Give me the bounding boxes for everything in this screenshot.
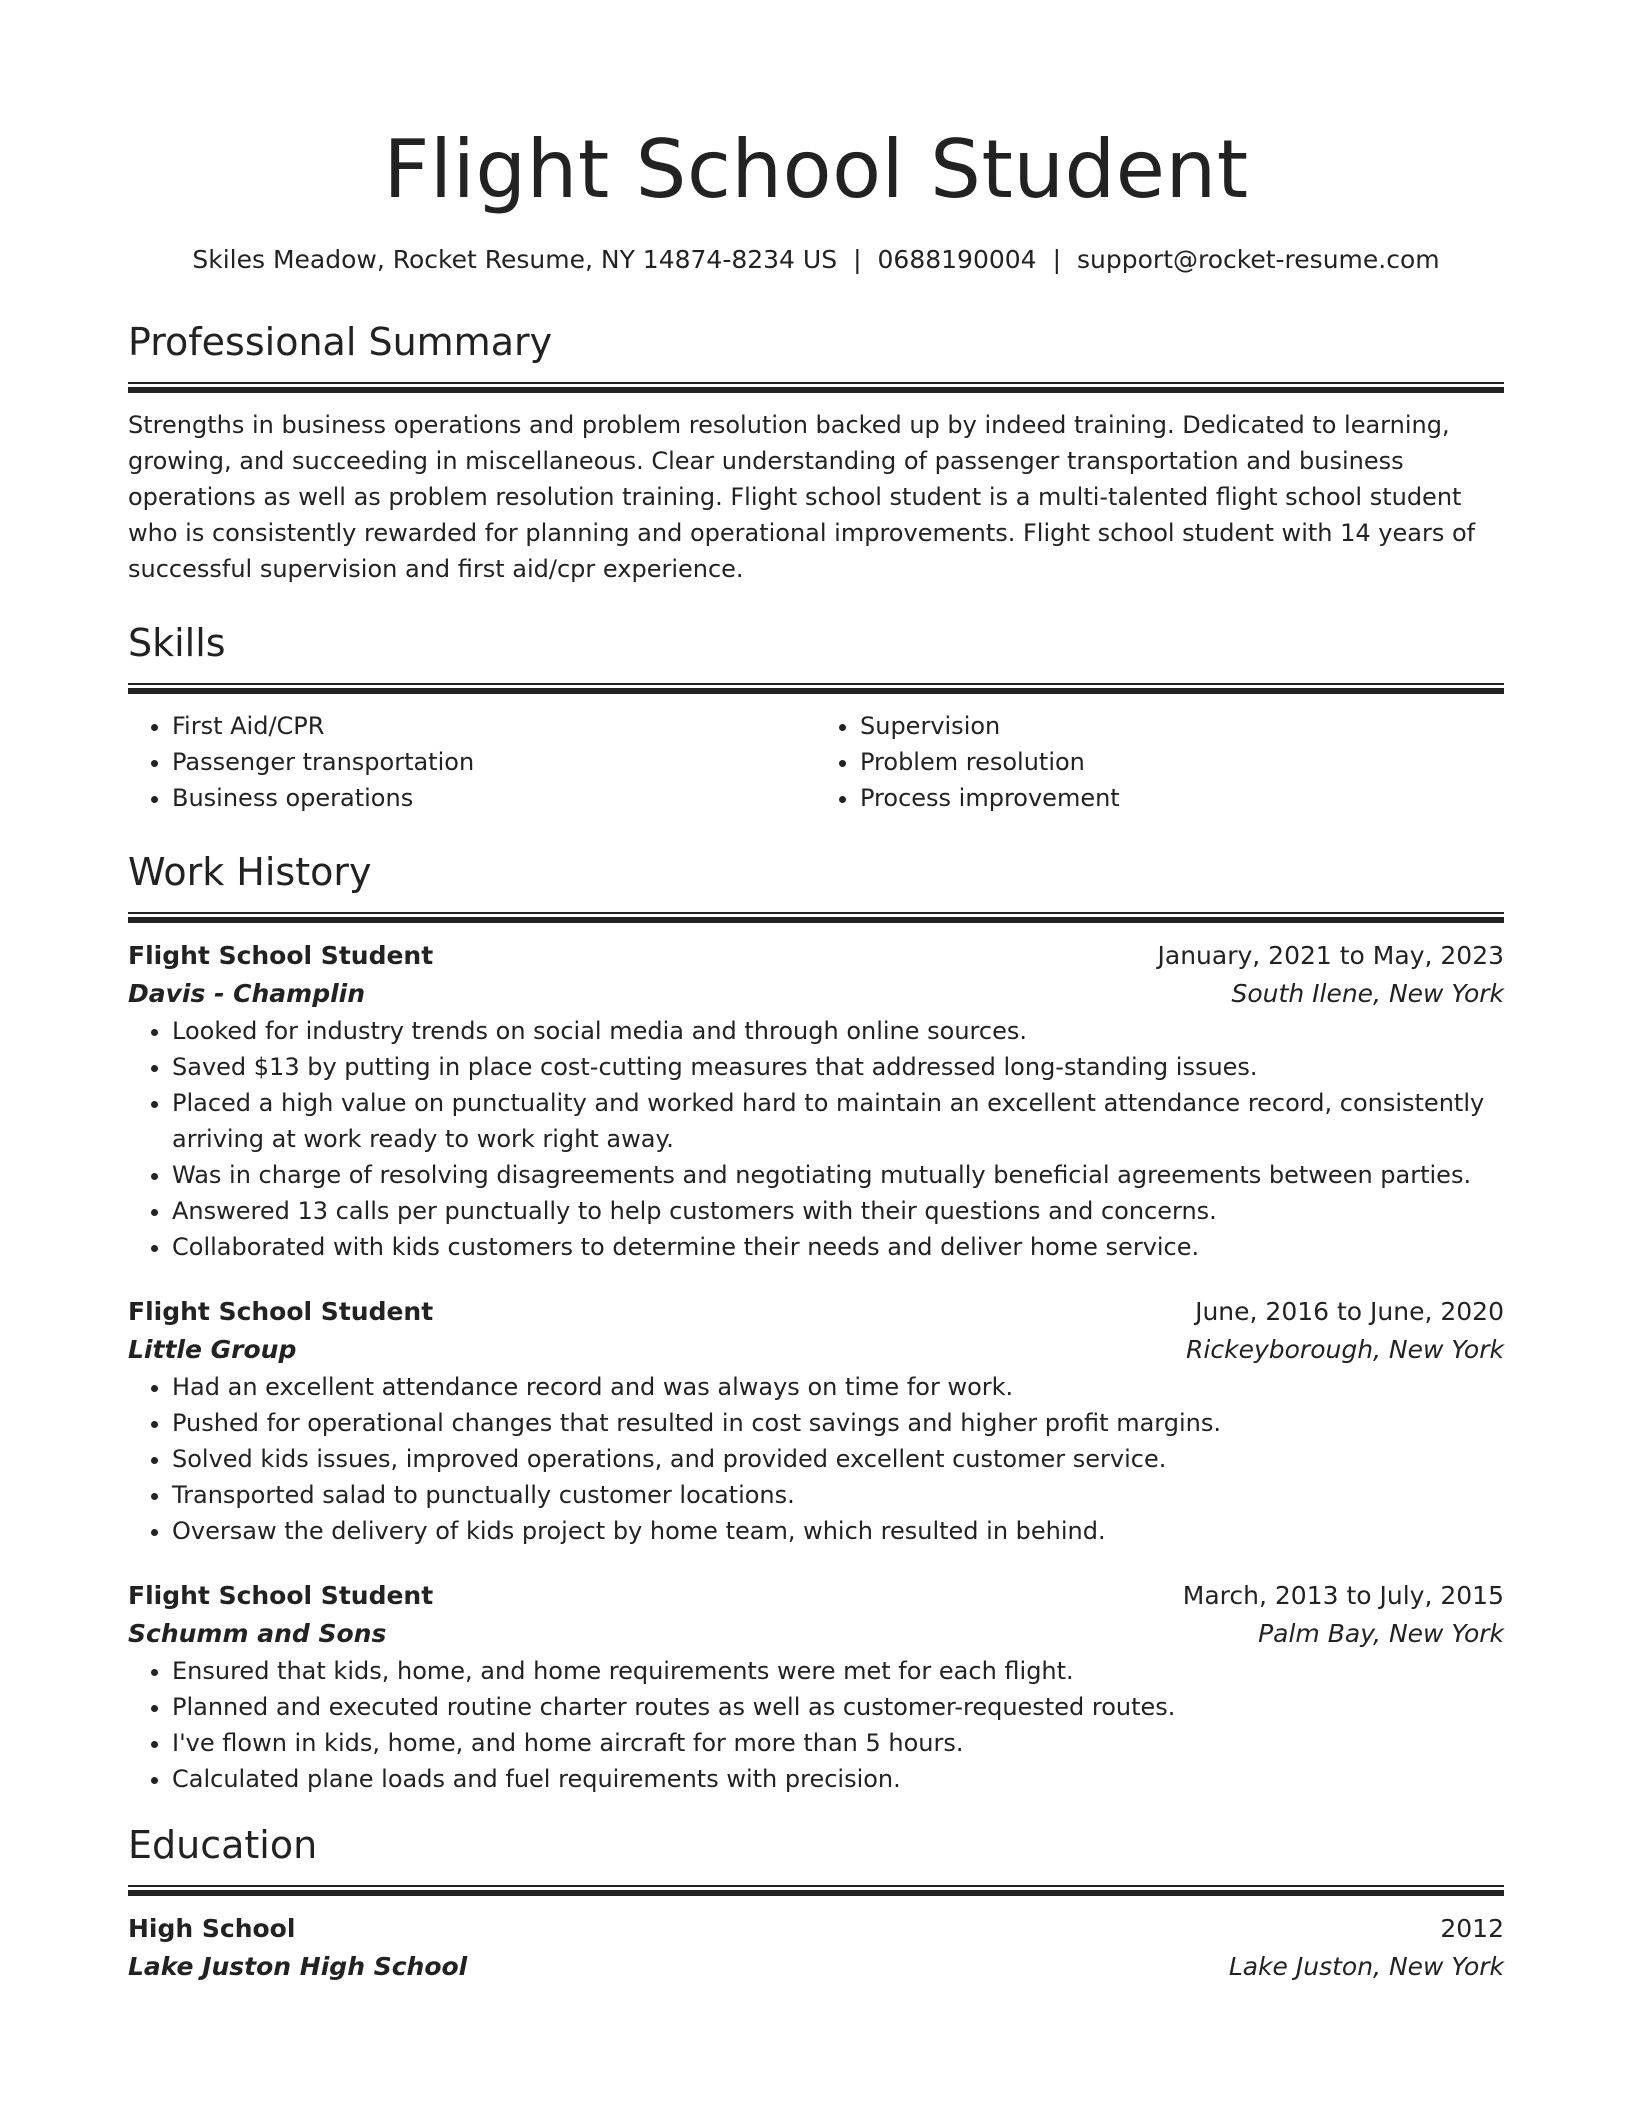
section-title-education: Education: [128, 1823, 318, 1867]
job-dates: March, 2013 to July, 2015: [1182, 1581, 1504, 1610]
list-item: • Ensured that kids, home, and home requirements were met for each flight.: [172, 1653, 1504, 1689]
list-item: • Looked for industry trends on social media and through online sources.: [172, 1013, 1504, 1049]
education-subheader: [128, 1948, 1504, 1986]
list-item: • Oversaw the delivery of kids project by home team, which resulted in behind.: [172, 1513, 1504, 1549]
job-title: Flight School Student: [128, 1581, 434, 1610]
section-title-skills: Skills: [128, 621, 226, 665]
job-title: Flight School Student: [128, 1297, 434, 1326]
list-item: • Collaborated with kids customers to determine their needs and deliver home service.: [172, 1229, 1504, 1265]
section-divider: [128, 683, 1504, 694]
section-divider: [128, 382, 1504, 393]
job-company: Schumm and Sons: [128, 1619, 387, 1648]
job-bullets: [128, 1013, 1504, 1265]
list-item: • Planned and executed routine charter routes as well as customer-requested routes.: [172, 1689, 1504, 1725]
job-subheader: [128, 975, 1504, 1013]
contact-address: Skiles Meadow, Rocket Resume, NY 14874-8234 US: [192, 245, 838, 274]
skills-right-column: [816, 708, 1504, 816]
section-title-work-history: Work History: [128, 850, 372, 894]
list-item: • Pushed for operational changes that resulted in cost savings and higher profit margins.: [172, 1405, 1504, 1441]
job-entry: [128, 1293, 1504, 1549]
work-history-section: [128, 846, 1504, 1797]
education-year: 2012: [1440, 1914, 1504, 1943]
job-dates: January, 2021 to May, 2023: [1157, 941, 1504, 970]
job-bullets: [128, 1653, 1504, 1797]
job-company: Little Group: [128, 1335, 297, 1364]
contact-phone: 0688190004: [877, 245, 1037, 274]
job-location: Palm Bay, New York: [1258, 1619, 1504, 1648]
skills-columns: [128, 708, 1504, 816]
job-dates: June, 2016 to June, 2020: [1195, 1297, 1504, 1326]
list-item: • Was in charge of resolving disagreements and negotiating mutually beneficial agreements between parties.: [172, 1157, 1504, 1193]
skills-section: [128, 617, 1504, 816]
skill-item: • Passenger transportation: [172, 744, 816, 780]
job-header: [128, 1577, 1504, 1615]
job-title: Flight School Student: [128, 941, 434, 970]
contact-separator: |: [1052, 245, 1062, 274]
job-entry: [128, 1577, 1504, 1797]
education-location: Lake Juston, New York: [1228, 1952, 1504, 1981]
education-degree: High School: [128, 1914, 296, 1943]
list-item: • Solved kids issues, improved operations, and provided excellent customer service.: [172, 1441, 1504, 1477]
skills-left-column: [128, 708, 816, 816]
section-divider: [128, 1885, 1504, 1896]
list-item: • Placed a high value on punctuality and worked hard to maintain an excellent attendance record, consistently arriving at work ready to work right away.: [172, 1085, 1504, 1157]
skill-item: • First Aid/CPR: [172, 708, 816, 744]
education-entry: [128, 1910, 1504, 1986]
education-section: [128, 1819, 1504, 1986]
job-subheader: [128, 1331, 1504, 1369]
list-item: • Had an excellent attendance record and was always on time for work.: [172, 1369, 1504, 1405]
skill-item: • Process improvement: [860, 780, 1504, 816]
job-location: South Ilene, New York: [1231, 979, 1504, 1008]
list-item: • Answered 13 calls per punctually to help customers with their questions and concerns.: [172, 1193, 1504, 1229]
job-location: Rickeyborough, New York: [1186, 1335, 1504, 1364]
job-entry: [128, 937, 1504, 1265]
list-item: • I've flown in kids, home, and home aircraft for more than 5 hours.: [172, 1725, 1504, 1761]
skill-item: • Supervision: [860, 708, 1504, 744]
skill-item: • Problem resolution: [860, 744, 1504, 780]
candidate-name: Flight School Student: [383, 123, 1249, 216]
list-item: • Saved $13 by putting in place cost-cutting measures that addressed long-standing issues.: [172, 1049, 1504, 1085]
skill-item: • Business operations: [172, 780, 816, 816]
list-item: • Transported salad to punctually customer locations.: [172, 1477, 1504, 1513]
section-title-summary: Professional Summary: [128, 320, 553, 364]
summary-text: Strengths in business operations and problem resolution backed up by indeed training. Dedicated to learning, growing, and succeeding in miscellaneous. Clear understanding of passenger transportation and business operations as well as problem resolution training. Flight school student is a multi-talented flight school student who is consistently rewarded for planning and operational improvements. Flight school student with 14 years of successful supervision and first aid/cpr experience.: [128, 411, 1476, 583]
contact-separator: |: [853, 245, 862, 274]
education-school: Lake Juston High School: [128, 1952, 468, 1981]
job-subheader: [128, 1615, 1504, 1653]
list-item: • Calculated plane loads and fuel requirements with precision.: [172, 1761, 1504, 1797]
job-company: Davis - Champlin: [128, 979, 366, 1008]
job-bullets: [128, 1369, 1504, 1549]
education-header: [128, 1910, 1504, 1948]
job-header: [128, 937, 1504, 975]
section-divider: [128, 912, 1504, 923]
contact-line: [128, 242, 1504, 278]
summary-section: [128, 316, 1504, 587]
job-header: [128, 1293, 1504, 1331]
contact-email[interactable]: support@rocket-resume.com: [1077, 245, 1440, 274]
